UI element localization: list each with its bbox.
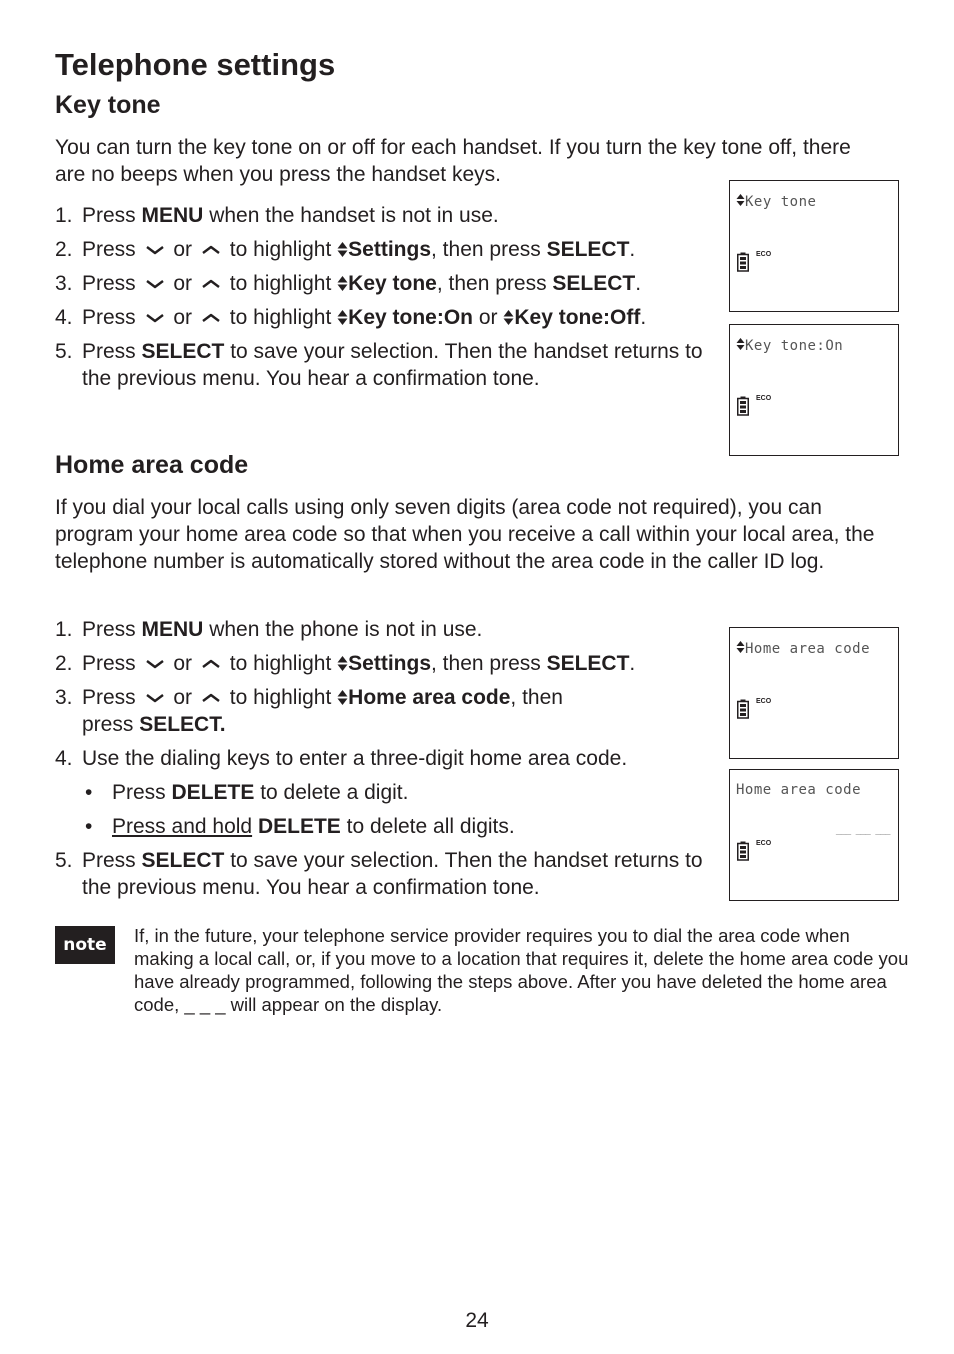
step-text: to highlight — [229, 686, 332, 709]
step-text: , then press — [82, 686, 563, 736]
menu-item-name: Key tone:On — [348, 306, 474, 329]
step-text: to highlight — [229, 306, 332, 329]
step-text: to save your selection. Then the handset returns to the previous menu. You hear a confirmation tone. — [82, 849, 703, 899]
key-tone-intro: You can turn the key tone on or off for each handset. If you turn the key tone off, there are no beeps when you press the handset keys. — [55, 136, 851, 186]
chevron-down-icon — [144, 312, 166, 324]
step-text: to highlight — [229, 272, 332, 295]
step-text: to highlight — [229, 652, 332, 675]
step-number: 2. — [55, 652, 73, 675]
handset-display-key-tone — [729, 180, 899, 312]
note-badge: note — [55, 926, 115, 964]
up-down-arrow-icon — [736, 337, 745, 351]
step-text: Press — [82, 652, 136, 675]
list-item — [55, 270, 715, 297]
step-text: to delete a digit. — [254, 781, 409, 804]
key-name: MENU — [141, 204, 204, 227]
key-name: SELECT — [546, 652, 630, 675]
step-text: , then press — [436, 272, 553, 295]
chevron-down-icon — [144, 244, 166, 256]
battery-icon — [737, 252, 749, 277]
step-text: Press — [112, 781, 172, 804]
key-name: SELECT — [141, 849, 225, 872]
list-item — [55, 847, 715, 901]
home-area-code-heading: Home area code — [55, 451, 249, 479]
display-text-line — [736, 193, 816, 210]
step-number: 3. — [55, 686, 73, 709]
list-item — [55, 650, 715, 677]
chevron-up-icon — [200, 244, 222, 256]
display-text: Key tone:On — [745, 338, 844, 354]
menu-item-name: Settings — [348, 652, 432, 675]
eco-label: ECO — [756, 395, 772, 402]
up-down-arrow-icon — [337, 655, 348, 672]
key-tone-steps — [55, 202, 715, 399]
key-name: MENU — [141, 618, 204, 641]
list-item — [55, 236, 715, 263]
step-number: 3. — [55, 272, 73, 295]
eco-label: ECO — [756, 840, 772, 847]
page-title: Telephone settings — [55, 47, 336, 82]
key-name: DELETE — [257, 815, 341, 838]
step-text: to delete all digits. — [340, 815, 515, 838]
area-code-placeholder: ___ ___ ___ — [835, 826, 890, 836]
step-text: . — [629, 238, 636, 261]
step-text: Press — [82, 306, 136, 329]
step-number: 1. — [55, 618, 73, 641]
step-number: 4. — [55, 747, 73, 770]
up-down-arrow-icon — [337, 689, 348, 706]
step-text: Press — [82, 204, 142, 227]
battery-icon — [737, 699, 749, 724]
display-text-line — [736, 337, 843, 354]
list-item — [55, 202, 715, 229]
step-text: or — [173, 686, 193, 709]
step-text: Press — [82, 618, 142, 641]
handset-display-key-tone-on — [729, 324, 899, 456]
step-text: to highlight — [229, 238, 332, 261]
display-text: Key tone — [745, 194, 817, 210]
key-name: SELECT. — [139, 713, 226, 736]
step-text: Press — [82, 686, 136, 709]
menu-item-name: Settings — [348, 238, 432, 261]
step-number: 1. — [55, 204, 73, 227]
chevron-down-icon — [144, 278, 166, 290]
menu-item-name: Key tone — [348, 272, 437, 295]
list-item — [55, 338, 715, 392]
step-text: Press — [82, 272, 136, 295]
step-number: 2. — [55, 238, 73, 261]
chevron-up-icon — [200, 312, 222, 324]
up-down-arrow-icon — [337, 241, 348, 258]
step-text: Press — [82, 849, 142, 872]
menu-item-name: Home area code — [348, 686, 511, 709]
key-name: SELECT — [546, 238, 630, 261]
display-text: Home area code — [745, 641, 871, 657]
step-text: Press — [82, 340, 142, 363]
step-text: Press and hold — [112, 815, 253, 838]
step-text: to save your selection. Then the handset returns to the previous menu. You hear a confirmation tone. — [82, 340, 703, 390]
step-text: , then press — [431, 238, 547, 261]
step-text: or — [173, 272, 193, 295]
list-item — [55, 684, 615, 738]
up-down-arrow-icon — [736, 193, 745, 207]
key-name: SELECT — [552, 272, 636, 295]
up-down-arrow-icon — [736, 640, 745, 654]
key-name: SELECT — [141, 340, 225, 363]
step-text: or — [473, 306, 504, 329]
note-text: If, in the future, your telephone service provider requires you to dial the area code when making a local call, or, if you move to a location that requires it, delete the home area code you have already programmed, following the steps above. After you have deleted the home area code, _ _ _ will appear on the display. — [134, 925, 909, 1015]
battery-icon — [737, 841, 749, 866]
step-number: 5. — [55, 849, 73, 872]
home-area-code-intro: If you dial your local calls using only seven digits (area code not required), you can program your home area code so that when you receive a call within your local area, the telephone number is automatically stored without the area code in the caller ID log. — [55, 496, 875, 573]
chevron-down-icon — [144, 658, 166, 670]
list-item — [82, 779, 715, 806]
handset-display-home-area-code — [729, 627, 899, 759]
display-text-line — [736, 782, 861, 798]
key-name: DELETE — [171, 781, 255, 804]
step-text: or — [173, 652, 193, 675]
chevron-up-icon — [200, 278, 222, 290]
eco-label: ECO — [756, 698, 772, 705]
eco-label: ECO — [756, 251, 772, 258]
step-text: or — [173, 238, 193, 261]
key-tone-heading: Key tone — [55, 91, 161, 119]
chevron-up-icon — [200, 658, 222, 670]
list-item — [82, 813, 715, 840]
bullet: • — [85, 781, 93, 804]
battery-icon — [737, 396, 749, 421]
step-text: . — [629, 652, 636, 675]
step-text: , then press — [431, 652, 547, 675]
step-text: . — [640, 306, 647, 329]
home-area-code-steps — [55, 616, 715, 908]
handset-display-home-area-code-entry — [729, 769, 899, 901]
bullet: • — [85, 815, 93, 838]
display-text-line — [736, 640, 870, 657]
list-item — [55, 304, 715, 331]
step-text: when the handset is not in use. — [203, 204, 499, 227]
list-item — [55, 616, 715, 643]
up-down-arrow-icon — [337, 309, 348, 326]
page-number: 24 — [465, 1309, 489, 1332]
step-text: when the phone is not in use. — [203, 618, 483, 641]
step-number: 4. — [55, 306, 73, 329]
step-text: Use the dialing keys to enter a three-digit home area code. — [82, 747, 628, 770]
up-down-arrow-icon — [503, 309, 514, 326]
up-down-arrow-icon — [337, 275, 348, 292]
sub-list — [82, 779, 715, 840]
step-text: . — [635, 272, 642, 295]
step-text: Press — [82, 238, 136, 261]
chevron-down-icon — [144, 692, 166, 704]
menu-item-name: Key tone:Off — [514, 306, 641, 329]
step-number: 5. — [55, 340, 73, 363]
chevron-up-icon — [200, 692, 222, 704]
display-text: Home area code — [736, 782, 862, 798]
step-text: or — [173, 306, 193, 329]
list-item — [55, 745, 715, 840]
